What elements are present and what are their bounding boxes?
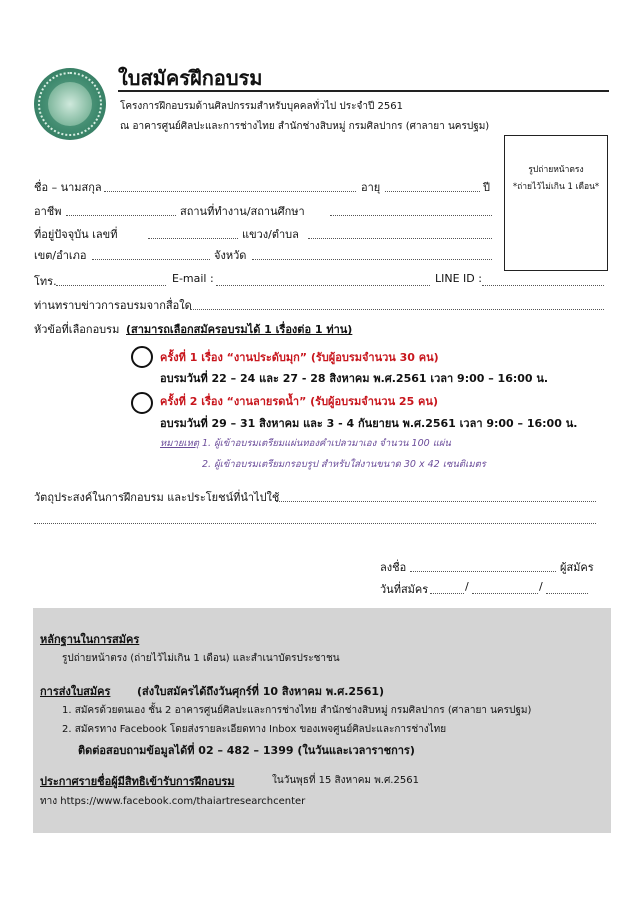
evidence-heading: หลักฐานในการสมัคร — [40, 633, 140, 646]
announce-heading: ประกาศรายชื่อผู้มีสิทธิเข้ารับการฝึกอบรม — [40, 775, 235, 788]
contact-info: ติดต่อสอบถามข้อมูลได้ที่ 02 – 482 – 1399 (ในวันและเวลาราชการ) — [78, 744, 415, 757]
photo-box-caption: รูปถ่ายหน้าตรง — [528, 165, 584, 175]
apply-day-field[interactable] — [430, 593, 464, 594]
name-label: ชื่อ – นามสกุล — [34, 181, 102, 194]
address-label: ที่อยู่ปัจจุบัน เลขที่ — [34, 228, 118, 241]
objective-field[interactable] — [276, 501, 596, 502]
title-divider — [118, 90, 609, 92]
email-label: E-mail : — [172, 272, 214, 285]
announce-url[interactable]: ทาง https://www.facebook.com/thaiartresearchcenter — [40, 796, 306, 807]
email-field[interactable] — [216, 285, 430, 286]
subdistrict-label: แขวง/ตำบล — [242, 228, 299, 241]
apply-date-label: วันที่สมัคร — [380, 583, 429, 596]
course-2-radio[interactable] — [131, 392, 153, 414]
submit-option-1: 1. สมัครด้วยตนเอง ชั้น 2 อาคารศูนย์ศิลปะและการช่างไทย สำนักช่างสิบหมู่ กรมศิลปากร (ศาลายา นครปฐม) — [62, 705, 532, 716]
photo-box — [504, 135, 608, 271]
department-seal-logo — [34, 68, 106, 140]
house-number-field[interactable] — [148, 238, 238, 239]
age-field[interactable] — [385, 191, 480, 192]
project-venue: ณ อาคารศูนย์ศิลปะและการช่างไทย สำนักช่างสิบหมู่ กรมศิลปากร (ศาลายา นครปฐม) — [120, 121, 490, 132]
name-field[interactable] — [104, 191, 356, 192]
workplace-field[interactable] — [330, 215, 492, 216]
seal-emblem-icon — [48, 82, 92, 126]
form-title: ใบสมัครฝึกอบรม — [118, 66, 263, 90]
province-field[interactable] — [252, 259, 492, 260]
course-2-schedule: อบรมวันที่ 29 – 31 สิงหาคม และ 3 - 4 กันยายน พ.ศ.2561 เวลา 9:00 – 16:00 น. — [160, 417, 578, 430]
sign-label: ลงชื่อ — [380, 561, 407, 574]
phone-label: โทร. — [34, 275, 57, 288]
age-label: อายุ — [361, 181, 381, 194]
district-label: เขต/อำเภอ — [34, 249, 87, 262]
line-id-label: LINE ID : — [435, 272, 482, 285]
occupation-field[interactable] — [66, 215, 176, 216]
news-source-label: ท่านทราบข่าวการอบรมจากสื่อใด — [34, 299, 192, 312]
date-slash-1: / — [465, 580, 469, 593]
course-2-title: ครั้งที่ 2 เรื่อง “งานลายรดน้ำ” (รับผู้อบรมจำนวน 25 คน) — [160, 395, 438, 408]
line-id-field[interactable] — [482, 285, 604, 286]
evidence-text: รูปถ่ายหน้าตรง (ถ่ายไว้ไม่เกิน 1 เดือน) และสำเนาบัตรประชาชน — [62, 653, 340, 664]
applicant-label: ผู้สมัคร — [560, 561, 594, 574]
date-slash-2: / — [539, 580, 543, 593]
occupation-label: อาชีพ — [34, 205, 62, 218]
objective-label: วัตถุประสงค์ในการฝึกอบรม และประโยชน์ที่นำไปใช้ — [34, 491, 280, 504]
announce-date: ในวันพุธที่ 15 สิงหาคม พ.ศ.2561 — [272, 775, 419, 786]
submit-option-2: 2. สมัครทาง Facebook โดยส่งรายละเอียดทาง Inbox ของเพจศูนย์ศิลปะและการช่างไทย — [62, 724, 447, 735]
note-item-1: 1. ผู้เข้าอบรมเตรียมแผ่นทองคำเปลวมาเอง จำนวน 100 แผ่น — [202, 438, 451, 449]
phone-field[interactable] — [56, 285, 166, 286]
course-1-schedule: อบรมวันที่ 22 – 24 และ 27 - 28 สิงหาคม พ.ศ.2561 เวลา 9:00 – 16:00 น. — [160, 372, 549, 385]
photo-box-note: *ถ่ายไว้ไม่เกิน 1 เดือน* — [512, 182, 600, 192]
course-1-title: ครั้งที่ 1 เรื่อง “งานประดับมุก” (รับผู้อบรมจำนวน 30 คน) — [160, 351, 439, 364]
district-field[interactable] — [92, 259, 210, 260]
years-label: ปี — [483, 181, 490, 194]
topic-label: หัวข้อที่เลือกอบรม — [34, 323, 120, 336]
objective-field-line-2[interactable] — [34, 523, 596, 524]
apply-year-field[interactable] — [546, 593, 588, 594]
news-source-field[interactable] — [190, 309, 604, 310]
note-label: หมายเหตุ — [160, 438, 200, 449]
project-name: โครงการฝึกอบรมด้านศิลปกรรมสำหรับบุคคลทั่วไป ประจำปี 2561 — [120, 101, 403, 112]
workplace-label: สถานที่ทำงาน/สถานศึกษา — [180, 205, 305, 218]
submit-deadline: (ส่งใบสมัครได้ถึงวันศุกร์ที่ 10 สิงหาคม พ.ศ.2561) — [137, 685, 385, 698]
province-label: จังหวัด — [214, 249, 247, 262]
subdistrict-field[interactable] — [308, 238, 492, 239]
submit-heading: การส่งใบสมัคร — [40, 685, 111, 698]
apply-month-field[interactable] — [472, 593, 538, 594]
course-1-radio[interactable] — [131, 346, 153, 368]
note-item-2: 2. ผู้เข้าอบรมเตรียมกรอบรูป สำหรับใส่งานขนาด 30 x 42 เซนติเมตร — [202, 459, 486, 470]
topic-hint: (สามารถเลือกสมัครอบรมได้ 1 เรื่องต่อ 1 ท่าน) — [126, 323, 353, 336]
signature-field[interactable] — [410, 571, 556, 572]
